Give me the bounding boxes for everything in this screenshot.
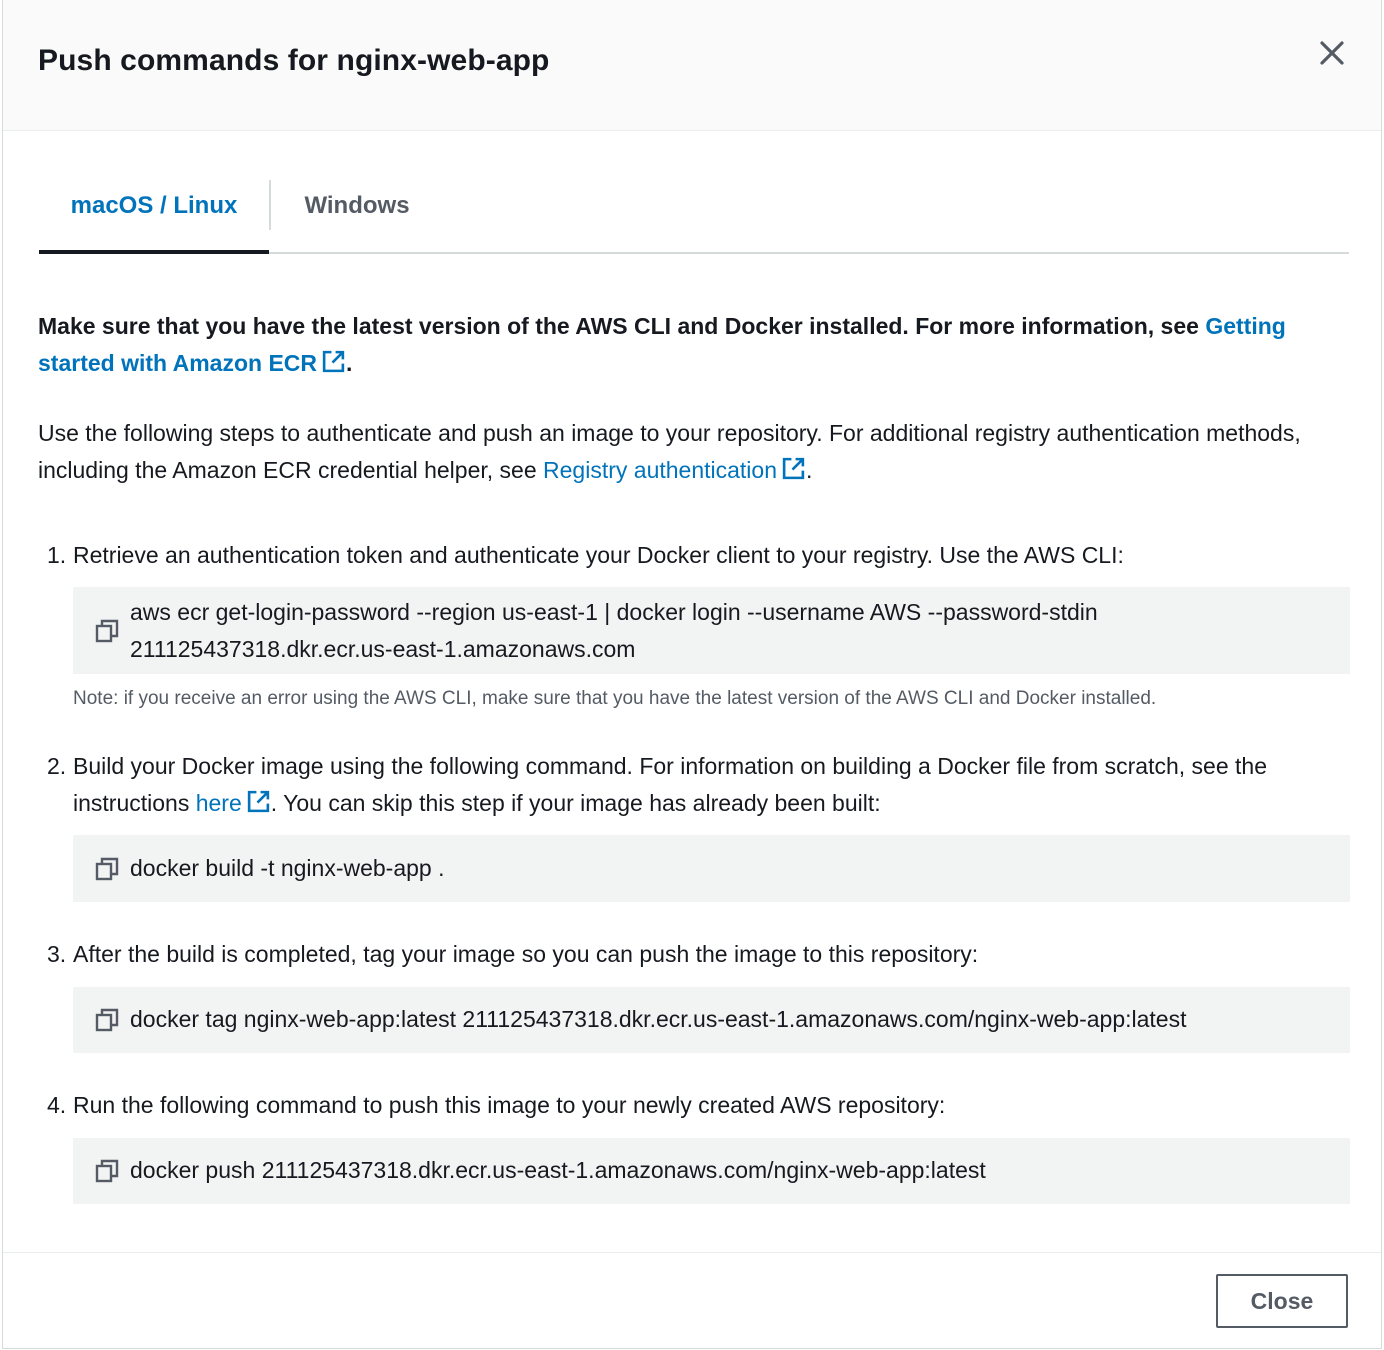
intro-paragraph — [38, 308, 1338, 382]
code-text: docker push 211125437318.dkr.ecr.us-east-1.amazonaws.com/nginx-web-app:latest — [130, 1157, 986, 1183]
here-link[interactable] — [196, 790, 271, 816]
registry-authentication-link[interactable] — [543, 457, 806, 483]
code-block-login[interactable] — [73, 587, 1350, 674]
external-link-icon — [246, 789, 271, 814]
modal-title: Push commands for nginx-web-app — [38, 44, 550, 77]
step-text: Run the following command to push this image to your newly created AWS repository: — [73, 1092, 946, 1118]
copy-icon[interactable] — [95, 1008, 119, 1032]
getting-started-link-text: Getting started with Amazon ECR — [38, 313, 1286, 376]
code-block-push[interactable] — [73, 1138, 1350, 1204]
step-text-end: . You can skip this step if your image has already been built: — [270, 790, 881, 816]
here-link-text: here — [195, 790, 242, 816]
step-number: 2. — [47, 753, 67, 779]
auth-end: . — [806, 457, 813, 483]
intro-text: Make sure that you have the latest version of the AWS CLI and Docker installed. For more information, see — [38, 313, 1206, 339]
copy-icon[interactable] — [95, 619, 119, 643]
step-3 — [47, 936, 1347, 973]
step-number: 4. — [47, 1092, 67, 1118]
cli-note: Note: if you receive an error using the AWS CLI, make sure that you have the latest version of the AWS CLI and Docker installed. — [73, 688, 1157, 709]
external-link-icon — [321, 349, 346, 374]
code-text: docker tag nginx-web-app:latest 211125437318.dkr.ecr.us-east-1.amazonaws.com/nginx-web-app:latest — [130, 1006, 1187, 1032]
tab-macos-linux[interactable]: macOS / Linux — [39, 180, 269, 252]
close-button[interactable]: Close — [1216, 1274, 1348, 1328]
copy-icon[interactable] — [95, 1159, 119, 1183]
code-block-tag[interactable] — [73, 987, 1350, 1053]
code-line: aws ecr get-login-password --region us-east-1 | docker login --username AWS --password-stdin — [130, 599, 1098, 625]
step-1 — [47, 537, 1347, 574]
modal-header — [3, 0, 1381, 131]
step-2 — [47, 748, 1347, 822]
push-commands-modal — [2, 0, 1382, 1349]
step-number: 3. — [47, 941, 67, 967]
code-line: 211125437318.dkr.ecr.us-east-1.amazonaws.com — [130, 636, 636, 662]
os-tabs — [39, 180, 1349, 254]
tab-windows[interactable]: Windows — [304, 192, 410, 219]
modal-footer — [3, 1252, 1381, 1349]
code-text: docker build -t nginx-web-app . — [130, 855, 445, 881]
code-block-build[interactable] — [73, 835, 1350, 902]
close-icon[interactable] — [1317, 38, 1347, 68]
copy-icon[interactable] — [95, 857, 119, 881]
external-link-icon — [781, 456, 806, 481]
step-text: After the build is completed, tag your image so you can push the image to this repository: — [73, 941, 979, 967]
auth-text: Use the following steps to authenticate and push an image to your repository. For additional registry authentication methods, including the Amazon ECR credential helper, see — [38, 420, 1301, 483]
registry-authentication-link-text: Registry authentication — [543, 457, 777, 483]
intro-end: . — [346, 350, 353, 376]
step-text: Retrieve an authentication token and authenticate your Docker client to your registry. Use the AWS CLI: — [73, 542, 1124, 568]
code-text — [130, 594, 1330, 668]
step-text: Build your Docker image using the following command. For information on building a Docker file from scratch, see the — [73, 753, 1268, 779]
step-number: 1. — [47, 542, 67, 568]
step-4 — [47, 1087, 1347, 1124]
step-text-cont: instructions — [73, 790, 196, 816]
auth-paragraph — [38, 415, 1338, 489]
